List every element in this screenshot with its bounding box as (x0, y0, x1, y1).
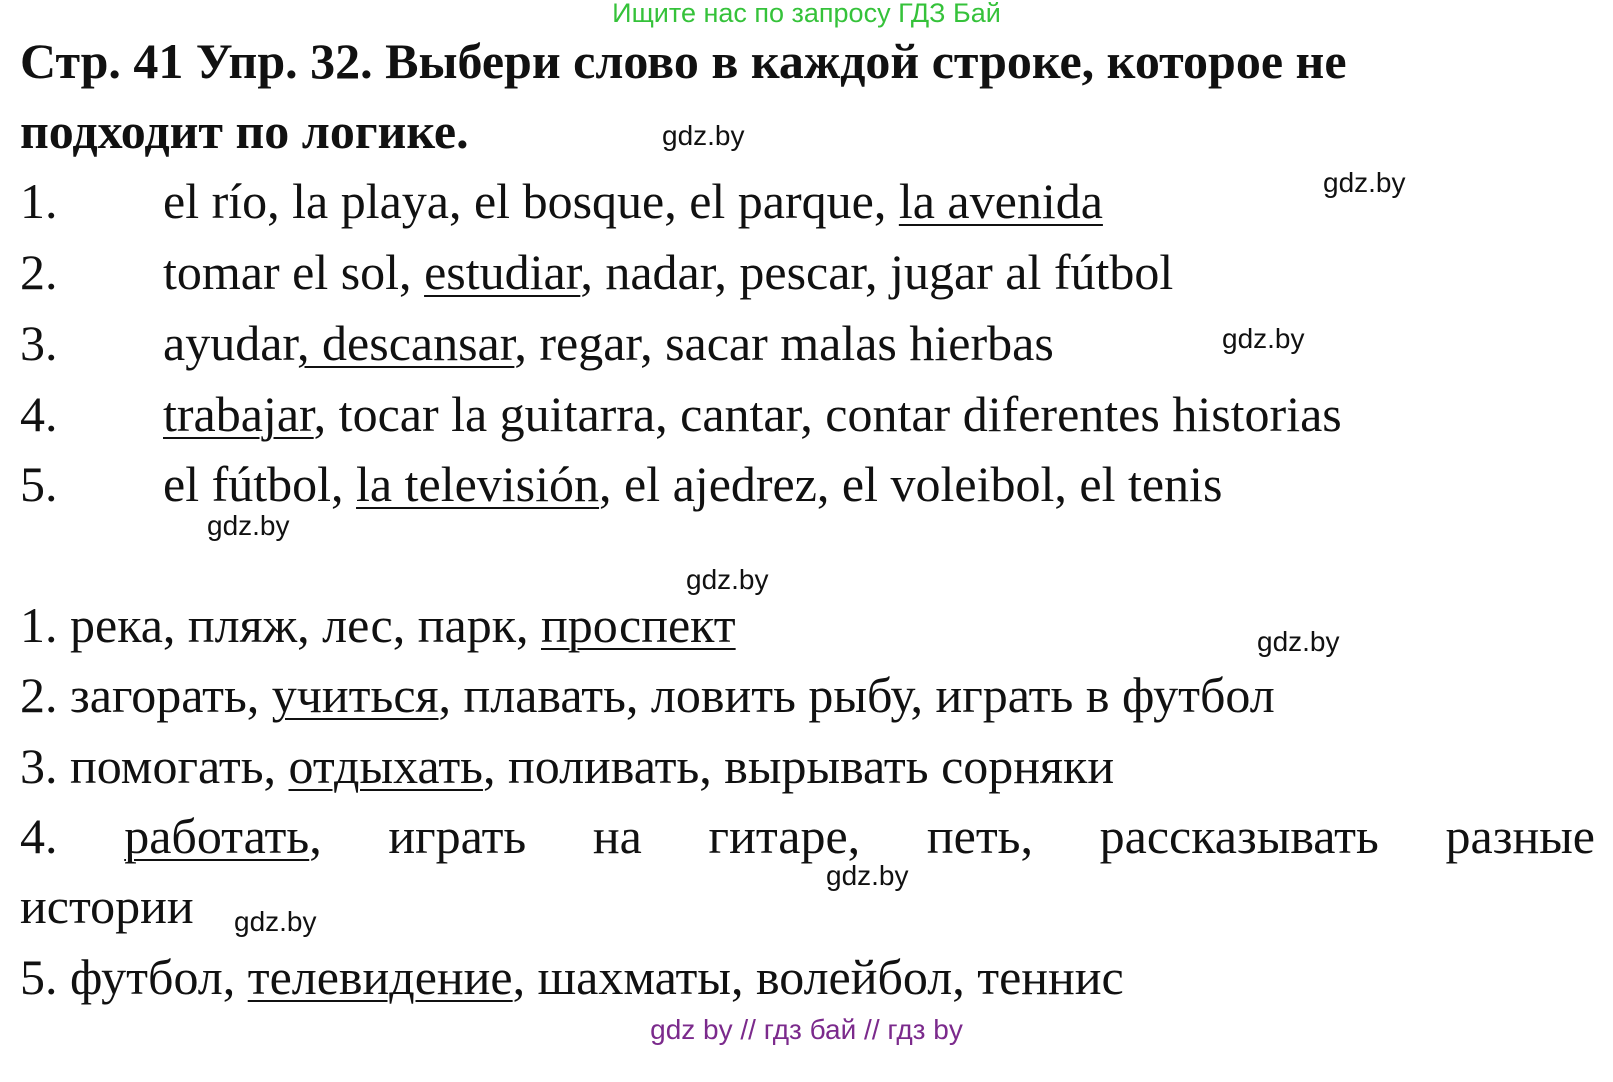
row-text: река, пляж, лес, парк, (57, 597, 541, 653)
row-text: , шахматы, волейбол, теннис (512, 949, 1124, 1005)
row-text (58, 808, 125, 864)
spanish-row-2 (20, 243, 1173, 301)
answer-word: учиться (271, 667, 439, 723)
row-text: el fútbol, (163, 456, 357, 512)
russian-row-4 (20, 807, 1595, 865)
watermark: gdz.by (1222, 323, 1305, 354)
watermark: gdz.by (234, 906, 317, 937)
exercise-title-line2: подходит по логике. (20, 103, 469, 159)
russian-row-5 (20, 948, 1124, 1006)
answer-word: телевидение (247, 949, 513, 1005)
row-number: 4. (20, 386, 58, 442)
row-text: , играть на гитаре, петь, рассказывать разные (309, 808, 1596, 864)
row-number: 3. (20, 738, 58, 794)
spanish-row-3 (20, 314, 1054, 372)
russian-row-2 (20, 666, 1275, 724)
watermark: gdz.by (826, 860, 909, 891)
answer-word: trabajar (163, 386, 314, 442)
spanish-row-5 (20, 455, 1222, 513)
row-text: , el ajedrez, el voleibol, el tenis (599, 456, 1223, 512)
answer-word: la televisión (356, 456, 600, 512)
row-text: , nadar, pescar, jugar al fútbol (580, 244, 1174, 300)
row-text: el río, la playa, el bosque, el parque, (163, 173, 899, 229)
row-number: 1. (20, 173, 58, 229)
footer-watermark: gdz by // гдз бай // гдз by (650, 1014, 963, 1045)
watermark: gdz.by (662, 120, 745, 151)
search-banner: Ищите нас по запросу ГДЗ Бай (612, 0, 1001, 28)
row-text: футбол, (57, 949, 248, 1005)
russian-row-4-continuation: истории (20, 878, 194, 934)
answer-word: проспект (541, 597, 736, 653)
watermark: gdz.by (207, 510, 290, 541)
row-number: 4. (20, 808, 58, 864)
answer-word: работать (124, 808, 310, 864)
row-text: tomar el sol, (163, 244, 425, 300)
row-text: ayudar (163, 315, 298, 371)
row-text: загорать, (57, 667, 272, 723)
answer-word: estudiar (424, 244, 581, 300)
answer-word: отдыхать (288, 738, 483, 794)
row-number: 5. (20, 456, 58, 512)
row-text: , поливать, вырывать сорняки (482, 738, 1115, 794)
watermark: gdz.by (686, 564, 769, 595)
answer-word: la avenida (898, 173, 1103, 229)
watermark: gdz.by (1257, 626, 1340, 657)
spanish-row-4 (20, 385, 1342, 443)
row-number: 1. (20, 597, 58, 653)
row-text: , плавать, ловить рыбу, играть в футбол (438, 667, 1275, 723)
exercise-title-line1: Стр. 41 Упр. 32. Выбери слово в каждой строке, которое не (20, 33, 1347, 89)
row-text: , tocar la guitarra, cantar, contar diferentes historias (313, 386, 1342, 442)
answer-word: , descansar (297, 315, 515, 371)
watermark: gdz.by (1323, 167, 1406, 198)
russian-row-3 (20, 737, 1114, 795)
row-number: 2. (20, 667, 58, 723)
row-number: 2. (20, 244, 58, 300)
row-number: 5. (20, 949, 58, 1005)
row-number: 3. (20, 315, 58, 371)
russian-row-1 (20, 596, 736, 654)
row-text: помогать, (57, 738, 289, 794)
spanish-row-1 (20, 172, 1103, 230)
row-text: , regar, sacar malas hierbas (514, 315, 1054, 371)
